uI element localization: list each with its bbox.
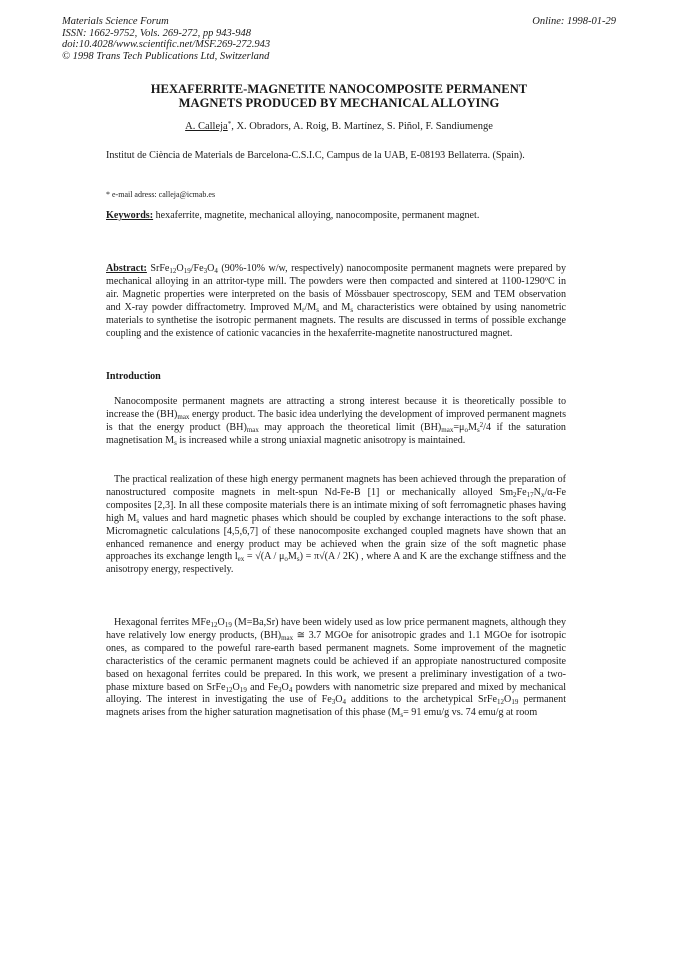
author-list (60, 121, 618, 132)
title-line-2: MAGNETS PRODUCED BY MECHANICAL ALLOYING (178, 96, 500, 110)
keywords (106, 210, 566, 223)
email-note: * e-mail adress: calleja@icmab.es (106, 190, 216, 199)
paper-title (60, 82, 618, 110)
subscript: s (136, 516, 140, 525)
subscript: o (284, 555, 288, 564)
title-line-1: HEXAFERRITE-MAGNETITE NANOCOMPOSITE PERMANENT (150, 82, 528, 96)
abstract-label: Abstract: (106, 263, 147, 274)
paragraph-text: values and hard magnetic phases which should be coupled by exchange interactions to the soft phase. Micromagnetic calculations [4,5,6,7] of these nanocomposite exchanged coupled magnets have shown that an enhanced remanence and energy product may be achieved when the grain size of the soft magnetic phase approaches its exchange length l (106, 512, 566, 563)
subscript: 12 (225, 685, 233, 694)
subscript: 12 (210, 621, 218, 629)
journal-header (62, 16, 270, 62)
abstract-text: /Fe (190, 263, 204, 274)
subscript: 19 (224, 621, 232, 629)
subscript: s (296, 555, 300, 564)
co-authors: , X. Obradors, A. Roig, B. Martínez, S. Piñol, F. Sandiumenge (231, 121, 493, 132)
paragraph-text: powders with nanometric size prepared and mixed by mechanical alloying. The interest in investigating the use of Fe (106, 681, 567, 706)
keywords-text: hexaferrite, magnetite, mechanical alloying, nanocomposite, permanent magnet. (153, 210, 480, 221)
subscript: ex (237, 555, 245, 564)
subscript: 17 (526, 490, 534, 499)
paragraph-text: may approach the theoretical limit (BH) (258, 421, 442, 433)
paragraph-text: Nanocomposite permanent magnets are attracting a strong interest because it is theoretically possible to increase the (BH) (106, 396, 566, 420)
corresponding-author: A. Calleja (185, 121, 228, 132)
subscript: r (302, 305, 305, 314)
subscript: 3 (203, 267, 208, 275)
section-heading-introduction: Introduction (106, 371, 161, 382)
paragraph-text: O (232, 681, 240, 693)
abstract-text: /M (304, 301, 317, 313)
subscript: s (316, 305, 319, 314)
subscript: 19 (511, 698, 519, 707)
paragraph-text: O (504, 694, 512, 706)
copyright-line: © 1998 Trans Tech Publications Ltd, Switzerland (62, 50, 270, 62)
paragraph-text: /4 if the saturation magnetisation M (106, 421, 566, 446)
keywords-label: Keywords: (106, 210, 154, 221)
paragraph-text: /α-Fe composites [2,3]. In all these composite materials there is an intimate mixing of soft ferromagnetic phases having high M (106, 486, 566, 524)
journal-name: Materials Science Forum (62, 16, 169, 27)
intro-paragraph-1 (106, 396, 566, 448)
subscript: max (281, 633, 294, 642)
intro-paragraph-3 (106, 617, 566, 720)
paragraph-text: O (217, 617, 225, 628)
subscript: 3 (278, 685, 282, 694)
abstract (106, 263, 566, 340)
paragraph-text: is increased while a strong uniaxial magnetic anisotropy is maintained. (176, 434, 466, 446)
subscript: s (350, 305, 354, 314)
subscript: s (174, 438, 177, 447)
affiliation: Institut de Ciència de Materials de Barcelona-C.S.I.C, Campus de la UAB, E-08193 Bellaterra. (Spain). (106, 150, 525, 161)
subscript: max (246, 425, 259, 434)
subscript: 3 (331, 698, 336, 707)
abstract-text: (90%-10% w/w, respectively) nanocomposite permanent magnets were prepared by mechanical alloying in an attritor-type mill. The powders were then compacted and sintered at 1100-1290ºC in air. Magnetic properties were interpreted on the basis of Mössbauer spectroscopy, SEM and TEM observation and X-ray powder diffractometry. Improved M (106, 263, 567, 313)
abstract-text: O (207, 263, 215, 274)
abstract-text: characteristics were obtained by using nanometric materials to synthetise the isotropic permanent magnets. The results are discussed in terms of possible exchange coupling and the existence of cationic vacancies in the hexaferrite-magnetite nanostructured magnet. (106, 301, 566, 339)
subscript: max (441, 425, 454, 434)
paragraph-text: ≅ 3.7 MGOe for anisotropic grades and 1.1 MGOe for isotropic ones, as compared to the poweful rare-earth based permanent magnets. Some improvement of the magnetic characteristics of the ceramic permanent magnets could be achieved if an appropiate nanostructured composite based on hexagonal ferrites could be prepared. In this work, we present a preliminary investigation of a two-phase mixture based on SrFe (106, 629, 566, 693)
paragraph-text: O (335, 694, 343, 706)
paragraph-text: additions to the archetypical SrFe (346, 694, 498, 706)
paragraph-text: ) = π√(A / 2K) , where A and K are the exchange stiffness and the anisotropy energy, respectively. (106, 551, 566, 576)
paragraph-text: Fe (516, 486, 527, 498)
paragraph-text: N (533, 486, 541, 498)
paragraph-text: O (281, 681, 289, 693)
subscript: 4 (342, 698, 347, 707)
issn-line: ISSN: 1662-9752, Vols. 269-272, pp 943-948 (62, 27, 251, 39)
abstract-text: O (176, 263, 184, 274)
online-date: Online: 1998-01-29 (532, 16, 616, 27)
paragraph-text: M (287, 551, 297, 563)
subscript: 2 (513, 490, 517, 499)
subscript: 12 (169, 267, 177, 275)
subscript: x (540, 490, 545, 499)
abstract-text: SrFe (146, 263, 170, 274)
subscript: o (464, 425, 468, 434)
paragraph-text: = 91 emu/g vs. 74 emu/g at room (403, 707, 538, 719)
intro-paragraph-2 (106, 474, 566, 577)
paragraph-text: permanent magnets arises from the higher saturation magnetisation of this phase (M (106, 694, 567, 719)
subscript: s (476, 425, 480, 434)
subscript: max (177, 412, 190, 421)
abstract-text: and M (318, 301, 351, 313)
paragraph-text: Hexagonal ferrites MFe (114, 617, 211, 628)
paragraph-text: and Fe (246, 681, 279, 693)
paragraph-text: M (467, 421, 477, 433)
subscript: 12 (497, 698, 505, 707)
paragraph-text: The practical realization of these high energy permanent magnets has been achieved through the preparation of nanostructured composite magnets in melt-spun Nd-Fe-B [1] or mechanically alloyed Sm (106, 474, 566, 498)
paragraph-text: = √(A / μ (244, 551, 285, 563)
paragraph-text: energy product. The basic idea underlying the development of improved permanent magnets is that the energy product (BH) (106, 408, 566, 433)
subscript: 19 (239, 685, 247, 694)
paragraph-text: (M=Ba,Sr) have been widely used as low price permanent magnets, although they have relatively low energy products, (BH) (106, 617, 566, 641)
author-mark: * (227, 120, 232, 128)
subscript: 19 (183, 267, 191, 275)
subscript: s (400, 711, 404, 720)
paragraph-text: =μ (453, 421, 465, 433)
doi-line: doi:10.4028/www.scientific.net/MSF.269-272.943 (62, 39, 271, 51)
subscript: 4 (288, 685, 293, 694)
superscript: 2 (479, 420, 484, 429)
subscript: 4 (214, 267, 218, 275)
